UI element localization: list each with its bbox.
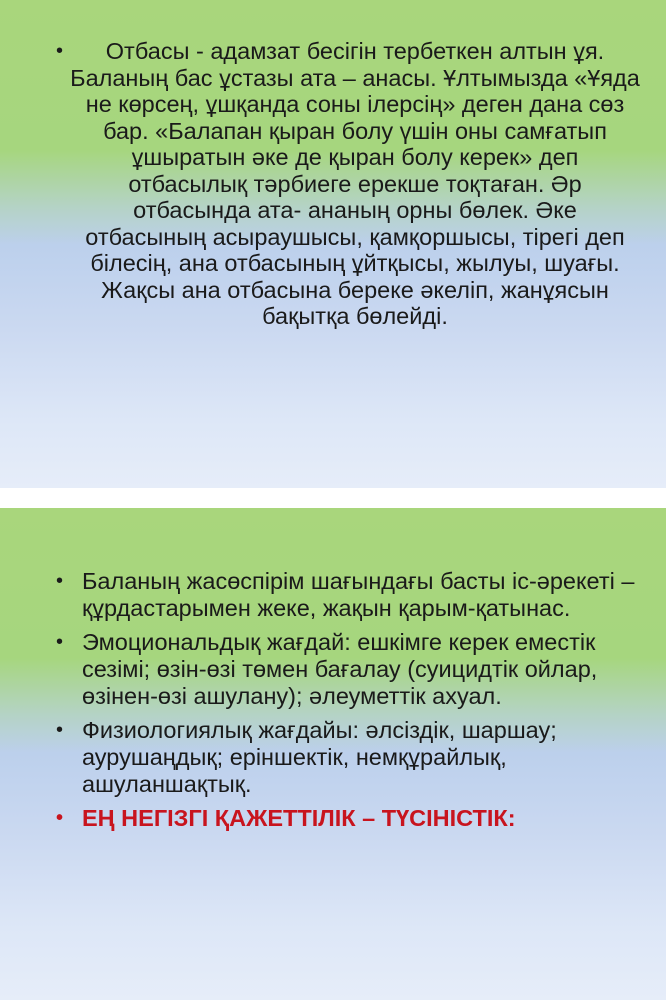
bullet-point: • — [56, 40, 64, 62]
list-item-text: Баланың жасөспірім шағындағы басты іс-әрекеті – құрдастарымен жеке, жақын қарым-қатынас. — [82, 568, 635, 621]
list-item-key-need — [56, 805, 636, 832]
teen-needs-list — [56, 568, 636, 839]
list-item-physiological-state — [56, 717, 636, 798]
bullet-point: • — [56, 570, 64, 592]
bullet-point: • — [56, 631, 64, 653]
list-item-text: Физиологиялық жағдайы: әлсіздік, шаршау; аурушаңдық; еріншектік, немқұрайлық, ашуланшақтық. — [82, 717, 557, 797]
list-item-main-activity — [56, 568, 636, 622]
list-item-emotional-state — [56, 629, 636, 710]
family-paragraph: Отбасы - адамзат бесігін тербеткен алтын ұя. Баланың бас ұстазы ата – анасы. Ұлтымызда «Ұяда не көрсең, ұшқанда соны ілерсің» деген дана сөз бар. «Балапан қыран болу үшін оны самғатып ұшыратын әке де қыран болу керек» деп отбасылық тәрбиеге ерекше тоқтаған. Әр отбасында ата- ананың орны бөлек. Әке отбасының асыраушысы, қамқоршысы, тірегі деп білесің, ана отбасының ұйтқысы, жылуы, шуағы. Жақсы ана отбасына береке әкеліп, жанұясын бақытқа бөлейді. — [70, 38, 640, 329]
bullet-point: • — [56, 719, 64, 741]
bullet-point: • — [56, 807, 64, 829]
slide-teen-needs — [0, 508, 666, 1000]
list-item-text: ЕҢ НЕГІЗГІ ҚАЖЕТТІЛІК – ТҮСІНІСТІК: — [82, 805, 516, 831]
list-item-text: Эмоциональдық жағдай: ешкімге керек еместік сезімі; өзін-өзі төмен бағалау (суицидтік ойлар, өзінен-өзі ашулану); әлеуметтік ахуал. — [82, 629, 598, 709]
slide-family-role — [0, 0, 666, 488]
